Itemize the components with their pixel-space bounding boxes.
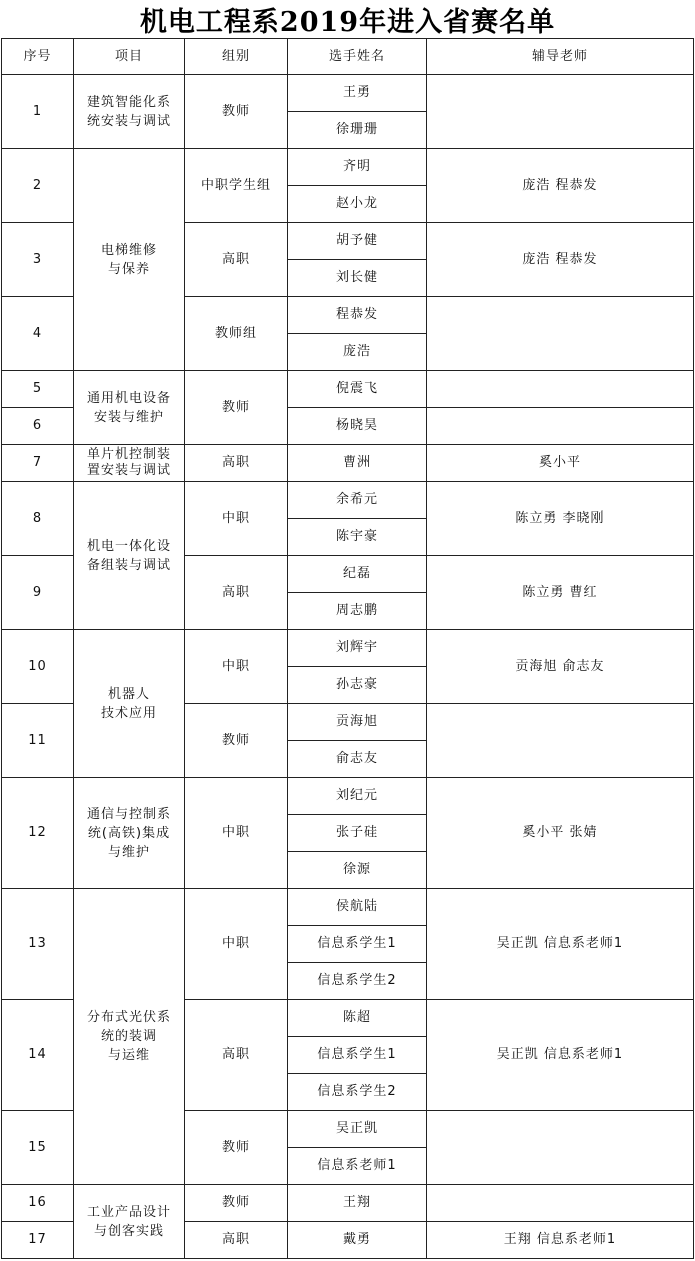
- player-cell: 戴勇: [288, 1222, 427, 1259]
- table-row: [2, 1185, 694, 1222]
- player-cell: 徐珊珊: [288, 112, 427, 149]
- tutor-cell: [427, 408, 694, 445]
- tutor-cell: 吴正凯 信息系老师1: [427, 1000, 694, 1111]
- tutor-cell: 王翔 信息系老师1: [427, 1222, 694, 1259]
- column-header: 选手姓名: [288, 39, 427, 75]
- row-number: 17: [2, 1222, 74, 1259]
- row-number: 12: [2, 778, 74, 889]
- player-cell: 信息系老师1: [288, 1148, 427, 1185]
- row-number: 11: [2, 704, 74, 778]
- player-cell: 周志鹏: [288, 593, 427, 630]
- group-cell: 教师: [185, 75, 288, 149]
- player-cell: 倪震飞: [288, 371, 427, 408]
- column-header: 序号: [2, 39, 74, 75]
- tutor-cell: [427, 1111, 694, 1185]
- player-cell: 陈宇豪: [288, 519, 427, 556]
- project-cell: 机器人 技术应用: [74, 630, 185, 778]
- tutor-cell: 陈立勇 李晓刚: [427, 482, 694, 556]
- column-header: 组别: [185, 39, 288, 75]
- player-cell: 张子硅: [288, 815, 427, 852]
- tutor-cell: [427, 371, 694, 408]
- player-cell: 赵小龙: [288, 186, 427, 223]
- tutor-cell: 陈立勇 曹红: [427, 556, 694, 630]
- group-cell: 教师: [185, 1111, 288, 1185]
- group-cell: 高职: [185, 223, 288, 297]
- player-cell: 吴正凯: [288, 1111, 427, 1148]
- table-row: [2, 445, 694, 482]
- roster-table: [1, 38, 694, 1259]
- row-number: 13: [2, 889, 74, 1000]
- group-cell: 中职: [185, 630, 288, 704]
- group-cell: 教师: [185, 1185, 288, 1222]
- player-cell: 信息系学生2: [288, 1074, 427, 1111]
- player-cell: 胡予健: [288, 223, 427, 260]
- player-cell: 徐源: [288, 852, 427, 889]
- row-number: 3: [2, 223, 74, 297]
- player-cell: 刘纪元: [288, 778, 427, 815]
- player-cell: 信息系学生2: [288, 963, 427, 1000]
- group-cell: 教师: [185, 704, 288, 778]
- tutor-cell: 庞浩 程恭发: [427, 149, 694, 223]
- group-cell: 中职: [185, 482, 288, 556]
- row-number: 14: [2, 1000, 74, 1111]
- row-number: 6: [2, 408, 74, 445]
- player-cell: 曹洲: [288, 445, 427, 482]
- row-number: 9: [2, 556, 74, 630]
- project-cell: 工业产品设计 与创客实践: [74, 1185, 185, 1259]
- tutor-cell: [427, 75, 694, 149]
- group-cell: 高职: [185, 445, 288, 482]
- project-cell: 建筑智能化系 统安装与调试: [74, 75, 185, 149]
- group-cell: 中职: [185, 889, 288, 1000]
- player-cell: 孙志豪: [288, 667, 427, 704]
- player-cell: 刘辉宇: [288, 630, 427, 667]
- player-cell: 王勇: [288, 75, 427, 112]
- project-cell: 通用机电设备 安装与维护: [74, 371, 185, 445]
- project-cell: 电梯维修 与保养: [74, 149, 185, 371]
- player-cell: 庞浩: [288, 334, 427, 371]
- table-row: [2, 482, 694, 519]
- table-row: [2, 149, 694, 186]
- player-cell: 刘长健: [288, 260, 427, 297]
- group-cell: 高职: [185, 1000, 288, 1111]
- player-cell: 齐明: [288, 149, 427, 186]
- player-cell: 纪磊: [288, 556, 427, 593]
- group-cell: 中职学生组: [185, 149, 288, 223]
- tutor-cell: 吴正凯 信息系老师1: [427, 889, 694, 1000]
- tutor-cell: 奚小平: [427, 445, 694, 482]
- document-title: 机电工程系2019年进入省赛名单: [139, 6, 556, 38]
- project-cell: 分布式光伏系 统的装调 与运维: [74, 889, 185, 1185]
- player-cell: 王翔: [288, 1185, 427, 1222]
- player-cell: 陈超: [288, 1000, 427, 1037]
- table-header-row: [2, 39, 694, 75]
- group-cell: 中职: [185, 778, 288, 889]
- player-cell: 俞志友: [288, 741, 427, 778]
- table-row: [2, 630, 694, 667]
- row-number: 15: [2, 1111, 74, 1185]
- row-number: 2: [2, 149, 74, 223]
- player-cell: 信息系学生1: [288, 1037, 427, 1074]
- project-cell: 单片机控制装 置安装与调试: [74, 445, 185, 482]
- table-row: [2, 371, 694, 408]
- row-number: 10: [2, 630, 74, 704]
- table-row: [2, 778, 694, 815]
- column-header: 项目: [74, 39, 185, 75]
- row-number: 7: [2, 445, 74, 482]
- column-header: 辅导老师: [427, 39, 694, 75]
- tutor-cell: 奚小平 张婧: [427, 778, 694, 889]
- row-number: 8: [2, 482, 74, 556]
- player-cell: 侯航陆: [288, 889, 427, 926]
- tutor-cell: [427, 1185, 694, 1222]
- row-number: 4: [2, 297, 74, 371]
- tutor-cell: [427, 704, 694, 778]
- player-cell: 信息系学生1: [288, 926, 427, 963]
- player-cell: 余希元: [288, 482, 427, 519]
- project-cell: 通信与控制系 统(高铁)集成 与维护: [74, 778, 185, 889]
- row-number: 16: [2, 1185, 74, 1222]
- table-row: [2, 889, 694, 926]
- tutor-cell: [427, 297, 694, 371]
- player-cell: 程恭发: [288, 297, 427, 334]
- row-number: 5: [2, 371, 74, 408]
- tutor-cell: 庞浩 程恭发: [427, 223, 694, 297]
- player-cell: 杨晓昊: [288, 408, 427, 445]
- group-cell: 教师: [185, 371, 288, 445]
- group-cell: 教师组: [185, 297, 288, 371]
- tutor-cell: 贡海旭 俞志友: [427, 630, 694, 704]
- project-cell: 机电一体化设 备组装与调试: [74, 482, 185, 630]
- row-number: 1: [2, 75, 74, 149]
- group-cell: 高职: [185, 1222, 288, 1259]
- player-cell: 贡海旭: [288, 704, 427, 741]
- group-cell: 高职: [185, 556, 288, 630]
- table-row: [2, 75, 694, 112]
